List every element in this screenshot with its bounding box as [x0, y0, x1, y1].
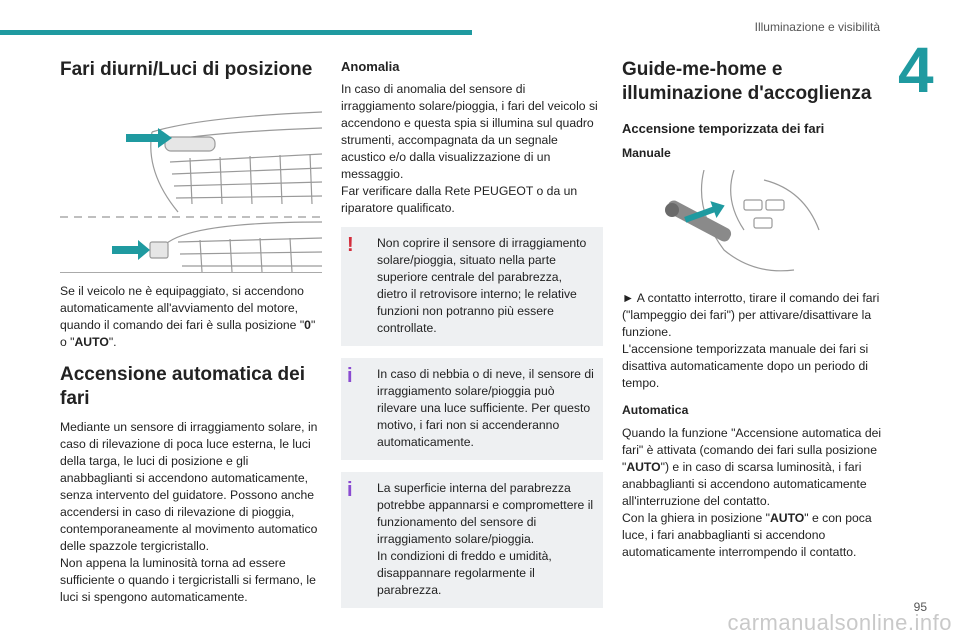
manual-body: ► A contatto interrotto, tirare il comando dei fari ("lampeggio dei fari") per attivare/disattivare la funzione. L'accensione temporizzata manuale dei fari si disattiva automaticamente dopo un periodo di tempo. — [622, 291, 880, 390]
headlamp-illustration — [60, 92, 322, 273]
column-2 — [341, 50, 603, 620]
label-automatic: Automatica — [622, 403, 689, 417]
info-icon: i — [347, 479, 353, 501]
info-notice-fog: i In caso di nebbia o di neve, il sensore di irraggiamento solare/pioggia può rilevare una luce sufficiente. Per questo motivo, i fari non si accenderanno automaticamente. — [341, 358, 603, 460]
drl-intro: Se il veicolo ne è equipaggiato, si accendono automaticamente all'avviamento del motore, quando il comando dei fari è sulla posizione "0" o "AUTO". — [60, 284, 316, 349]
stalk-illustration — [644, 170, 884, 280]
subtitle-timed-lighting: Accensione temporizzata dei fari — [622, 121, 825, 136]
chapter-number: 4 — [898, 34, 934, 106]
watermark: carmanualsonline.info — [727, 610, 952, 635]
exclamation-icon: ! — [347, 234, 354, 256]
column-1 — [60, 50, 322, 612]
page-number: 95 — [913, 600, 927, 614]
chapter-color-bar — [0, 30, 472, 35]
section-title-auto-lights: Accensione automatica dei fari — [60, 364, 305, 409]
auto-lights-body: Mediante un sensore di irraggiamento solare, in caso di rilevazione di poca luce esterna, le luci della targa, le luci di posizione e gli anabbaglianti si accendono automaticamente, senza intervento del guidatore. Possono anche accendersi in caso di rilevazione di pioggia, contemporaneamente al movimento automatico delle spazzole tergicristallo. Non appena la luminosità torna ad essere sufficiente o quando i tergicristalli si fermano, le luci si spengono automaticamente. — [60, 420, 318, 604]
section-header: Illuminazione e visibilità — [754, 20, 880, 34]
section-title-drl: Fari diurni/Luci di posizione — [60, 59, 313, 80]
section-title-anomalia: Anomalia — [341, 59, 400, 74]
warning-notice: ! Non coprire il sensore di irraggiamento solare/pioggia, situato nella parte superiore centrale del parabrezza, dietro il retrovisore interno; le relative funzioni non potranno più essere controllate. — [341, 227, 603, 346]
column-3 — [622, 50, 884, 567]
info-icon: i — [347, 365, 353, 387]
label-manual: Manuale — [622, 146, 671, 160]
automatic-body: Quando la funzione "Accensione automatica dei fari" è attivata (comando dei fari sulla posizione "AUTO") e in caso di scarsa luminosità, i fari anabbaglianti si accendono automaticamente all'interruzione del contatto. Con la ghiera in posizione "AUTO" e con poca luce, i fari anabbaglianti si accendono automaticamente interrompendo il contatto. — [622, 426, 882, 559]
anomalia-body: In caso di anomalia del sensore di irraggiamento solare/pioggia, i fari del veicolo si accendono e questa spia si illumina sul quadro strumenti, accompagnata da un segnale acustico e/o dalla visualizzazione di un messaggio. Far verificare dalla Rete PEUGEOT o da un riparatore qualificato. — [341, 82, 598, 215]
section-title-guide-me-home: Guide-me-home e illuminazione d'accoglienza — [622, 59, 872, 104]
info-notice-windscreen: i La superficie interna del parabrezza potrebbe appannarsi e compromettere il funzionamento del sensore di irraggiamento solare/pioggia. In condizioni di freddo e umidità, disappannare regolarmente il parabrezza. — [341, 472, 603, 608]
